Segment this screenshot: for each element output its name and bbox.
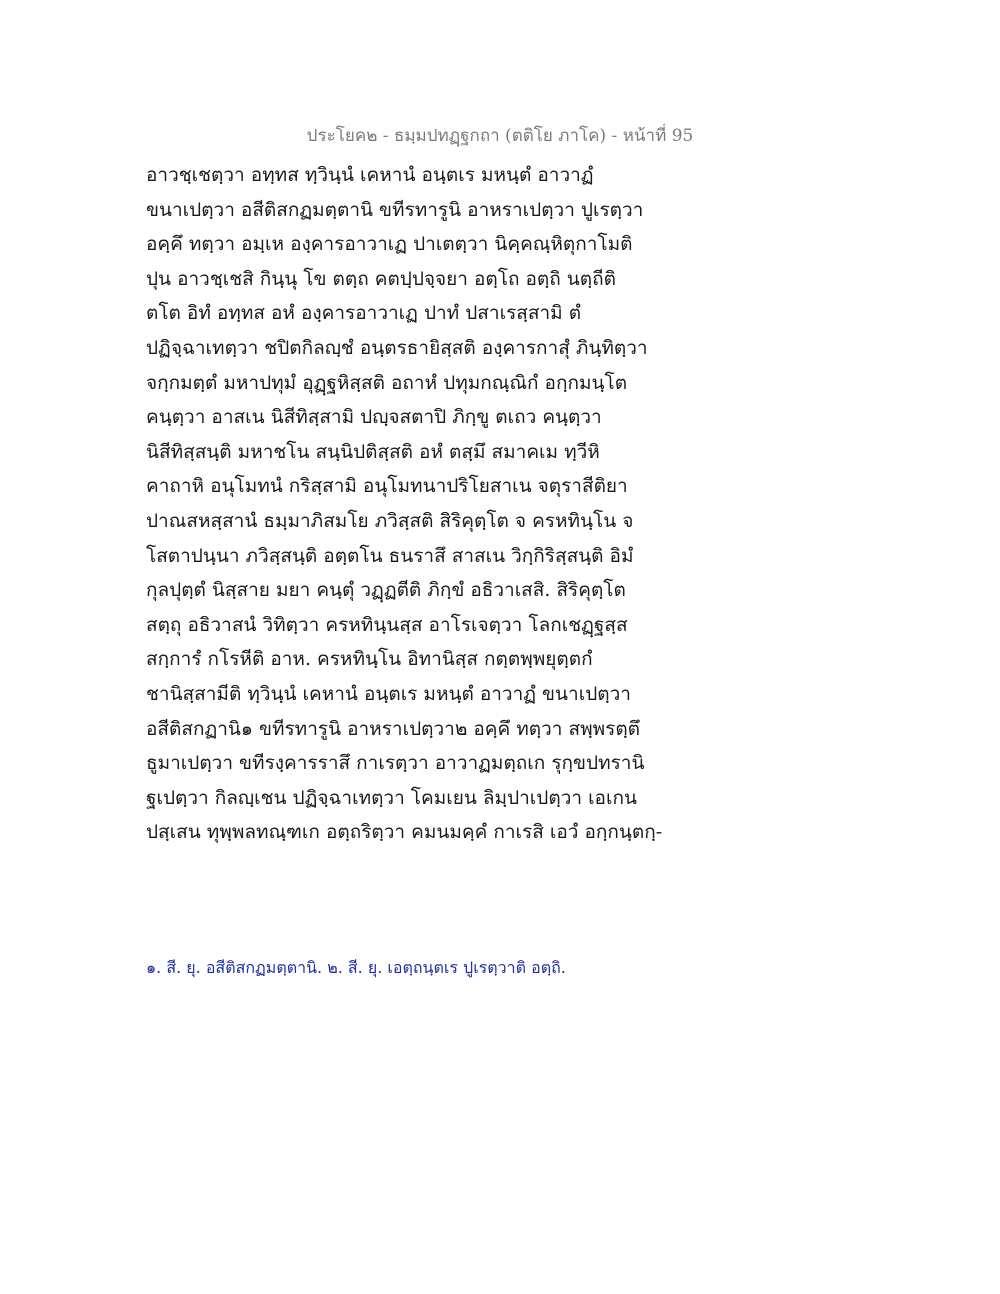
text-line: ตโต อิทํ อทฺทส อหํ องฺคารอาวาเฏ ปาทํ ปสาเรสฺสามิ ตํ	[146, 302, 582, 325]
text-line: อาวชฺเชตฺวา อทฺทส ทฺวินฺนํ เคหานํ อนฺตเร มหนฺตํ อาวาฏํ	[146, 164, 594, 186]
text-line: สตฺถุ อธิวาสนํ วิทิตฺวา ครหทินฺนสฺส อาโรเจตฺวา โลกเชฏฺฐสฺส	[146, 613, 628, 636]
text-line: จกฺกมตฺตํ มหาปทุมํ อุฏฺฐหิสฺสติ อถาหํ ปทุมกณฺณิกํ อกฺกมนฺโต	[146, 371, 628, 394]
footnote: ๑. สี. ยุ. อสีติสกฏมตฺตานิ. ๒. สี. ยุ. เอตฺถนฺตเร ปูเรตฺวาติ อตฺถิ.	[146, 958, 566, 977]
body-text	[146, 158, 746, 850]
text-line: ธูมาเปตฺวา ขทีรงฺคารราสึ กาเรตฺวา อาวาฏมตฺถเก รุกฺขปทรานิ	[146, 752, 645, 775]
text-line: ฐเปตฺวา กิลญฺเชน ปฏิจฺฉาเทตฺวา โคมเยน ลิมฺปาเปตฺวา เอเกน	[146, 786, 637, 809]
text-line: ปาณสหสฺสานํ ธมฺมาภิสมโย ภวิสฺสติ สิริคุตฺโต จ ครหทินฺโน จ	[146, 509, 634, 532]
text-line: โสตาปนฺนา ภวิสฺสนฺติ อตฺตโน ธนราสึ สาสเน วิกฺกิริสฺสนฺติ อิมํ	[146, 544, 634, 567]
text-line: อคฺคึ ทตฺวา อมฺเห องฺคารอาวาเฏ ปาเตตฺวา นิคฺคณฺหิตุกาโมติ	[146, 233, 633, 256]
text-line: อสีติสกฏานิ๑ ขทีรทารูนิ อาหราเปตฺวา๒ อคฺคึ ทตฺวา สพฺพรตฺตึ	[146, 717, 641, 740]
running-header: ประโยค๒ - ธมฺมปทฏฺฐกถา (ตติโย ภาโค) - หน้าที่ 95	[306, 126, 694, 146]
text-line: คนฺตฺวา อาสเน นิสีทิสฺสามิ ปญฺจสตาปิ ภิกฺขู ตเถว คนฺตฺวา	[146, 406, 602, 429]
text-line: ชานิสฺสามีติ ทฺวินฺนํ เคหานํ อนฺตเร มหนฺตํ อาวาฏํ ขนาเปตฺวา	[146, 682, 631, 705]
text-line: ปฏิจฺฉาเทตฺวา ชปิตกิลญฺชํ อนฺตรธายิสฺสติ องฺคารกาสุํ ภินฺทิตฺวา	[146, 336, 648, 359]
text-line: ปุน อาวชฺเชสิ กินฺนุ โข ตตฺถ คตปฺปจฺจยา อตฺโถ อตฺถิ นตฺถีติ	[146, 267, 616, 290]
text-line: กุลปุตฺตํ นิสฺสาย มยา คนฺตุํ วฏฺฏตีติ ภิกฺขํ อธิวาเสสิ. สิริคุตฺโต	[146, 579, 626, 602]
text-line: นิสีทิสฺสนฺติ มหาชโน สนฺนิปติสฺสติ อหํ ตสฺมึ สมาคเม ทฺวีหิ	[146, 440, 600, 463]
text-line: สกฺการํ กโรหีติ อาห. ครหทินฺโน อิทานิสฺส กตฺตพฺพยุตฺตกํ	[146, 648, 593, 671]
text-line: คาถาหิ อนุโมทนํ กริสฺสามิ อนุโมทนาปริโยสาเน จตุราสีติยา	[146, 475, 628, 498]
text-line: ปสฺเสน ทุพฺพลทณฺฑเก อตฺถริตฺวา คมนมคฺคํ กาเรสิ เอวํ อกฺกนฺตกฺ-	[146, 821, 663, 844]
text-line: ขนาเปตฺวา อสีติสกฏมตฺตานิ ขทีรทารูนิ อาหราเปตฺวา ปูเรตฺวา	[146, 198, 644, 221]
